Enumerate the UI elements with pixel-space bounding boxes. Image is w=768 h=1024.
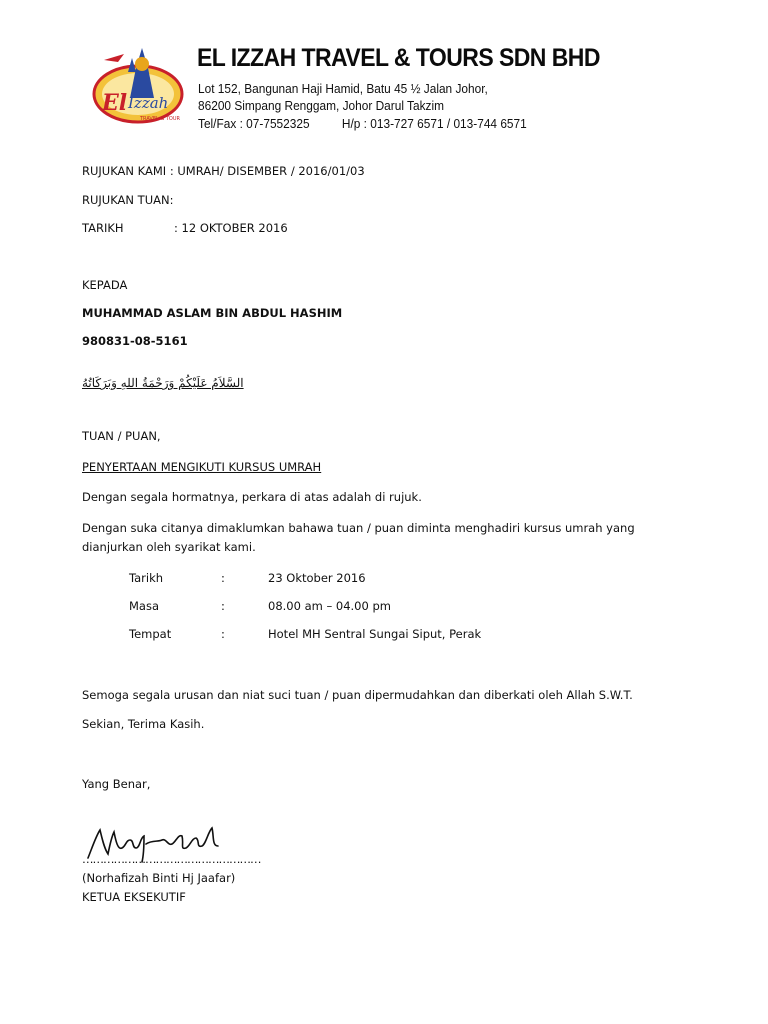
address-line-2: 86200 Simpang Renggam, Johor Darul Takzim — [198, 99, 444, 113]
signatory-name: (Norhafizah Binti Hj Jaafar) — [82, 871, 236, 885]
contact-line — [198, 117, 527, 131]
detail-label: Tarikh — [129, 571, 164, 585]
recipient-ic: 980831-08-5161 — [82, 334, 188, 348]
signatory-title: KETUA EKSEKUTIF — [82, 890, 186, 904]
svg-text:Izzah: Izzah — [128, 94, 169, 112]
recipient-name: MUHAMMAD ASLAM BIN ABDUL HASHIM — [82, 306, 343, 320]
address-line-1: Lot 152, Bangunan Haji Hamid, Batu 45 ½ Jalan Johor, — [198, 82, 488, 96]
salutation: TUAN / PUAN, — [82, 429, 161, 443]
subject: PENYERTAAN MENGIKUTI KURSUS UMRAH — [82, 460, 322, 474]
handphone: H/p : 013-727 6571 / 013-744 6571 — [341, 117, 527, 131]
detail-value: Hotel MH Sentral Sungai Siput, Perak — [268, 627, 482, 641]
telfax: Tel/Fax : 07-7552325 — [198, 117, 310, 131]
svg-text:El: El — [102, 90, 128, 116]
closing-wish: Semoga segala urusan dan niat suci tuan / puan dipermudahkan dan diberkati oleh Allah S.W.T. — [82, 688, 633, 702]
yang-benar: Yang Benar, — [82, 777, 151, 791]
detail-colon: : — [221, 627, 225, 641]
detail-value: 08.00 am – 04.00 pm — [268, 599, 391, 613]
rujukan-tuan: RUJUKAN TUAN: — [82, 193, 174, 207]
body-paragraph-2-line-2: dianjurkan oleh syarikat kami. — [82, 540, 256, 554]
closing-thanks: Sekian, Terima Kasih. — [82, 717, 205, 731]
company-name: EL IZZAH TRAVEL & TOURS SDN BHD — [197, 44, 600, 72]
body-paragraph-2-line-1: Dengan suka citanya dimaklumkan bahawa tuan / puan diminta menghadiri kursus umrah yang — [82, 521, 635, 535]
arabic-greeting: السَّلاَمُ عَلَيْكُمْ وَرَحْمَةُ اللهِ وَبَرَكَاتُهُ — [82, 376, 244, 390]
detail-colon: : — [221, 599, 225, 613]
tarikh-value: : 12 OKTOBER 2016 — [174, 221, 288, 235]
detail-value: 23 Oktober 2016 — [268, 571, 366, 585]
detail-label: Masa — [129, 599, 160, 613]
rujukan-kami: RUJUKAN KAMI : UMRAH/ DISEMBER / 2016/01/03 — [82, 164, 365, 178]
kepada: KEPADA — [82, 278, 128, 292]
detail-colon: : — [221, 571, 225, 585]
company-logo — [88, 38, 196, 134]
svg-text:TRAVEL & TOUR: TRAVEL & TOUR — [140, 116, 180, 122]
detail-label: Tempat — [129, 627, 172, 641]
signature-dots: …………………………………………… — [82, 852, 261, 866]
tarikh-label: TARIKH — [82, 221, 124, 235]
body-paragraph-1: Dengan segala hormatnya, perkara di atas adalah di rujuk. — [82, 490, 422, 504]
tarikh-row — [82, 221, 124, 235]
